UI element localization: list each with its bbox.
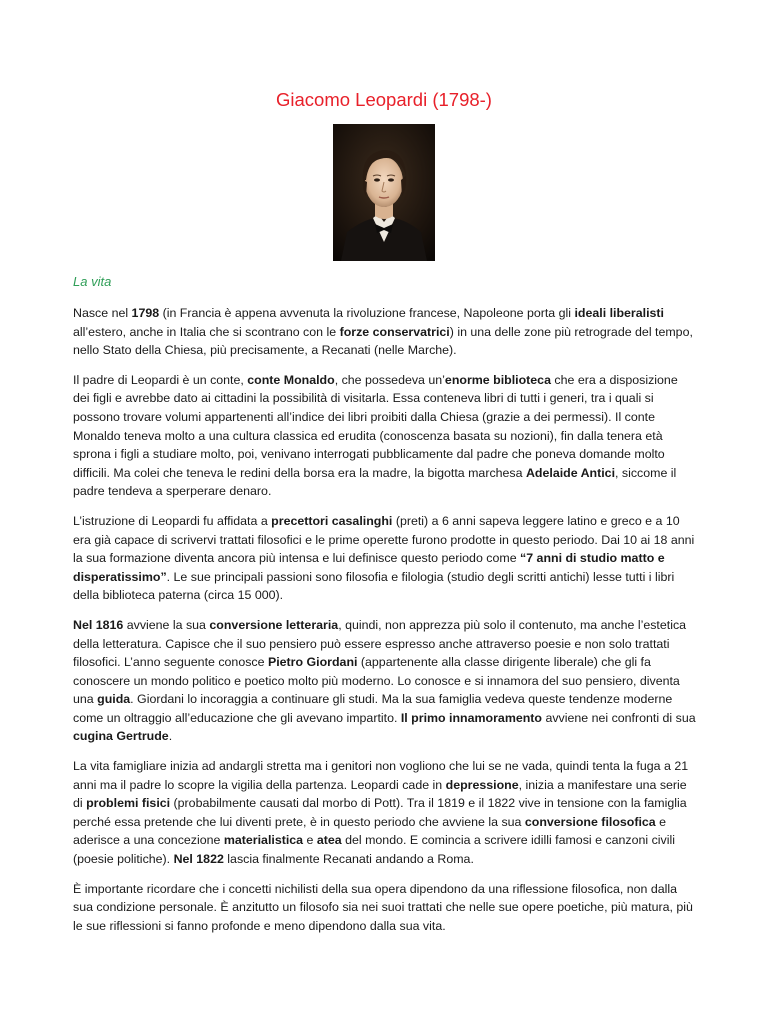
bold-text-run: enorme biblioteca [444, 372, 551, 387]
bold-text-run: problemi fisici [86, 796, 171, 811]
paragraph [73, 880, 697, 936]
bold-text-run: depressione [445, 777, 519, 792]
text-run: La vita famigliare inizia ad andargli stretta ma i genitori non vogliono che lui se ne vada, quindi tenta la fuga a 21 anni ma il padre lo scopre la vigilia della partenza. Leopardi cade in [73, 759, 689, 792]
text-run: (in Francia è appena avvenuta la rivoluzione francese, Napoleone porta gli [159, 306, 575, 320]
text-run: Nasce nel [73, 306, 132, 320]
portrait-illustration [333, 124, 435, 261]
bold-text-run: guida [97, 692, 131, 707]
text-run: . Giordani lo incoraggia a continuare gli studi. Ma la sua famiglia vedeva queste tendenze moderne come un oltraggio all’educazione che gli avevano impartito. [73, 692, 673, 725]
bold-text-run: atea [316, 833, 342, 848]
paragraph [73, 616, 697, 746]
text-run: del mondo. E comincia a scrivere idilli famosi e canzoni civili (poesie politiche). [73, 833, 675, 867]
text-run: . Le sue principali passioni sono filosofia e filologia (studio degli scritti antichi) lesse tutti i libri della biblioteca paterna (circa 15 000). [73, 569, 675, 603]
text-run: , che possedeva un’ [334, 372, 445, 387]
bold-text-run: forze conservatrici [339, 324, 450, 339]
text-run: Il padre di Leopardi è un conte, [73, 372, 248, 387]
paragraph [73, 304, 697, 360]
text-run: avviene nei confronti di sua [542, 710, 696, 725]
bold-text-run: Adelaide Antici [525, 465, 616, 480]
portrait-image [333, 124, 435, 261]
paragraph [73, 512, 697, 605]
bold-text-run: materialistica [223, 833, 304, 848]
text-run: , quindi, non apprezza più solo il contenuto, ma anche l’estetica della letteratura. Capisce che il suo pensiero può essere espresso anche attraverso poesie e non solo trattati filosofici. L’anno seguente conosce [73, 617, 687, 670]
bold-text-run: Pietro Giordani [267, 655, 358, 670]
bold-text-run: Il primo innamoramento [400, 710, 542, 725]
text-run: e [303, 833, 317, 848]
text-run: all’estero, anche in Italia che si scontrano con le [73, 324, 340, 339]
bold-text-run: conversione letteraria [209, 617, 339, 632]
text-run: (appartenente alla classe dirigente liberale) che gli fa conoscere un mondo politico e poetico molto più moderno. Lo conosce e si innamora del suo pensiero, diventa una [73, 655, 680, 707]
paragraph [73, 371, 697, 501]
body-text [73, 304, 697, 946]
text-run: lascia finalmente Recanati andando a Roma. [223, 852, 474, 867]
bold-text-run: “7 anni di studio matto e disperatissimo” [73, 551, 665, 584]
text-run: che era a disposizione dei figli e avrebbe dato ai cittadini la possibilità di visitarla. Essa conteneva libri di tutti i generi, tra i quali si possono trovare volumi appartenenti all’indice dei libri proibiti dalla Chiesa (grazie a dei permessi). Il conte Monaldo teneva molto a una cultura classica ed erudita (conoscenza basata su nozioni), fin dalla tenera età sprona i figli a studiare molto, poi, venivano interrogati pubblicamente dal padre che poneva domande molto difficili. Ma colei che teneva le redini della borsa era la madre, la bigotta marchesa [73, 372, 678, 480]
bold-text-run: precettori casalinghi [271, 513, 393, 528]
text-run: ) in una delle zone più retrograde del tempo, nello Stato della Chiesa, più precisamente, a Recanati (nelle Marche). [73, 324, 693, 358]
text-run: e aderisce a una concezione [73, 814, 667, 848]
bold-text-run: ideali liberalisti [574, 306, 664, 320]
paragraph [73, 757, 697, 869]
bold-text-run: conte Monaldo [247, 372, 335, 387]
bold-text-run: conversione filosofica [524, 814, 656, 829]
bold-text-run: cugina Gertrude [73, 729, 169, 744]
page-title: Giacomo Leopardi (1798-) [276, 89, 492, 110]
text-run: , siccome il padre tendeva a sperperare denaro. [73, 465, 677, 499]
bold-text-run: 1798 [131, 306, 160, 320]
text-run: avviene la sua [123, 617, 210, 632]
text-run: È importante ricordare che i concetti nichilisti della sua opera dipendono da una riflessione filosofica, non dalla sua condizione personale. È anzitutto un filosofo sia nei suoi trattati che nelle sue opere poetiche, più matura, più le sue riflessioni si fanno profonde e meno dipendono dalla sua vita. [73, 881, 693, 933]
text-run: . [168, 729, 173, 744]
bold-text-run: Nel 1822 [173, 852, 224, 867]
bold-text-run: Nel 1816 [73, 617, 124, 632]
text-run: L’istruzione di Leopardi fu affidata a [73, 513, 272, 528]
text-run: (preti) a 6 anni sapeva leggere latino e greco e a 10 era già capace di scrivervi trattati filosofici e le prime operette furono prodotte in questo periodo. Dai 10 ai 18 anni la sua formazione diventa ancora più intensa e lui definisce questo periodo come [73, 513, 695, 566]
text-run: (probabilmente causati dal morbo di Pott). Tra il 1819 e il 1822 vive in tensione con la famiglia perché essa pretende che lui diventi prete, è in questo periodo che avviene la sua [73, 796, 687, 829]
section-heading: La vita [73, 274, 112, 289]
text-run: , inizia a manifestare una serie di [73, 777, 687, 811]
